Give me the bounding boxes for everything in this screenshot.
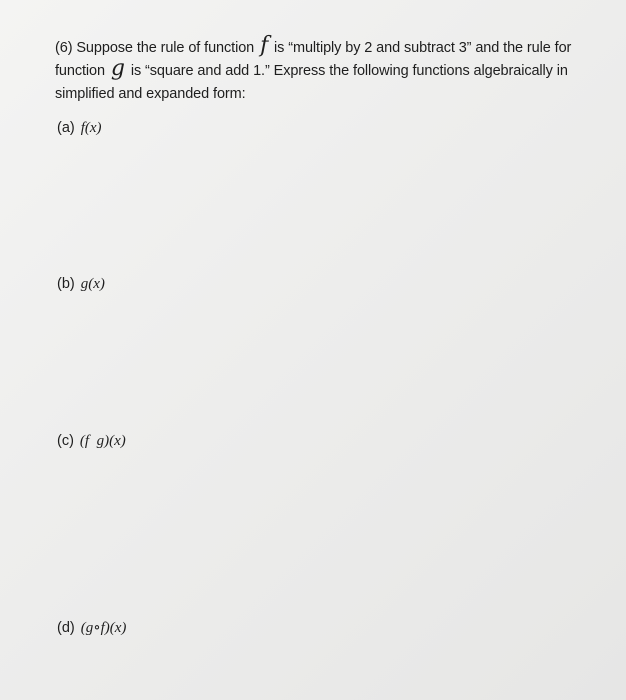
part-d	[57, 618, 126, 637]
part-b-expression: g(x)	[80, 276, 105, 292]
part-a-label: (a)	[57, 120, 75, 136]
g-symbol: g	[110, 56, 125, 81]
part-b-label: (b)	[57, 276, 75, 292]
f-symbol: f	[260, 33, 269, 58]
part-c	[57, 433, 126, 450]
problem-text-2: is “multiply by 2 and subtract 3” and the rule for function	[55, 40, 572, 79]
part-a-expression: f(x)	[80, 120, 102, 136]
problem-statement	[55, 33, 595, 106]
problem-text-3: is “square and add 1.” Express the following functions algebraically in simplified and expanded form:	[55, 63, 568, 102]
part-c-expression: (f g)(x)	[79, 433, 126, 449]
part-d-label: (d)	[57, 620, 75, 636]
part-d-expression: (g∘f)(x)	[80, 620, 127, 636]
part-a	[57, 120, 102, 137]
part-b	[57, 276, 105, 293]
problem-text-1: (6) Suppose the rule of function	[55, 40, 259, 56]
part-c-label: (c)	[57, 433, 74, 449]
